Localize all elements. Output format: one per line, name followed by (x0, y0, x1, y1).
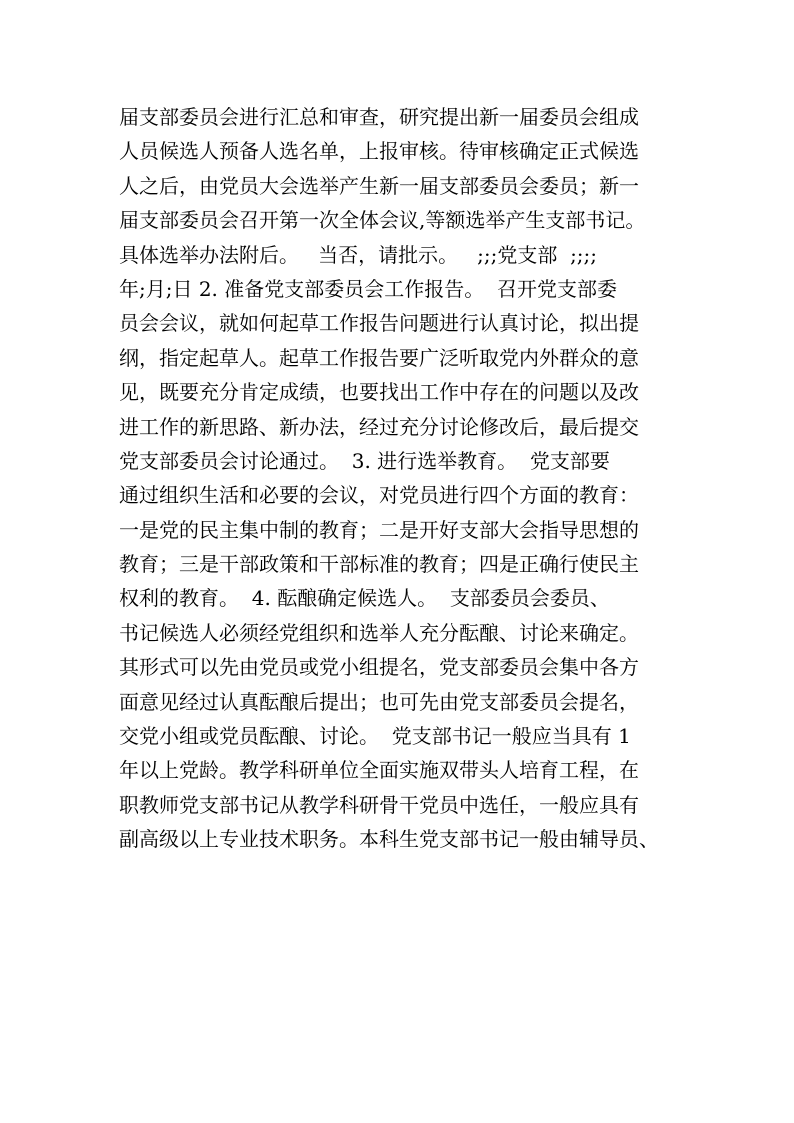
text-line: 教育；三是干部政策和干部标准的教育；四是正确行使民主 (119, 552, 639, 577)
text-line: 具体选举办法附后。 当否，请批示。 ;;;党支部 ;;;; (119, 242, 598, 267)
text-line: 届支部委员会进行汇总和审查，研究提出新一届委员会组成 (119, 105, 639, 129)
text-line: 交党小组或党员酝酿、讨论。 党支部书记一般应当具有 1 (119, 724, 631, 749)
text-line: 一是党的民主集中制的教育；二是开好支部大会指导思想的 (119, 517, 639, 542)
text-line: 面意见经过认真酝酿后提出；也可先由党支部委员会提名， (119, 689, 639, 714)
text-line: 届支部委员会召开第一次全体会议,等额选举产生支部书记。 (119, 208, 646, 233)
text-line: 年以上党龄。教学科研单位全面实施双带头人培育工程，在 (119, 758, 639, 783)
text-line: 纲，指定起草人。起草工作报告要广泛听取党内外群众的意 (119, 345, 639, 370)
text-line: 职教师党支部书记从教学科研骨干党员中选任，一般应具有 (119, 792, 639, 817)
text-line: 其形式可以先由党员或党小组提名，党支部委员会集中各方 (119, 655, 639, 680)
text-line: 副高级以上专业技术职务。本科生党支部书记一般由辅导员、 (119, 827, 659, 852)
text-line: 见，既要充分肯定成绩，也要找出工作中存在的问题以及改 (119, 380, 639, 405)
text-line: 通过组织生活和必要的会议，对党员进行四个方面的教育： (119, 483, 639, 508)
text-line: 进工作的新思路、新办法，经过充分讨论修改后，最后提交 (119, 414, 639, 439)
text-line: 年;月;日 2. 准备党支部委员会工作报告。 召开党支部委 (119, 276, 617, 301)
text-line: 党支部委员会讨论通过。 3. 进行选举教育。 党支部要 (119, 448, 610, 473)
body-text (119, 100, 679, 857)
text-line: 书记候选人必须经党组织和选举人充分酝酿、讨论来确定。 (119, 620, 639, 645)
text-line: 员会会议，就如何起草工作报告问题进行认真讨论，拟出提 (119, 311, 639, 336)
text-line: 人之后，由党员大会选举产生新一届支部委员会委员；新一 (119, 173, 639, 198)
text-line: 权利的教育。 4. 酝酿确定候选人。 支部委员会委员、 (119, 586, 610, 611)
text-line: 人员候选人预备人选名单，上报审核。待审核确定正式候选 (119, 139, 639, 164)
